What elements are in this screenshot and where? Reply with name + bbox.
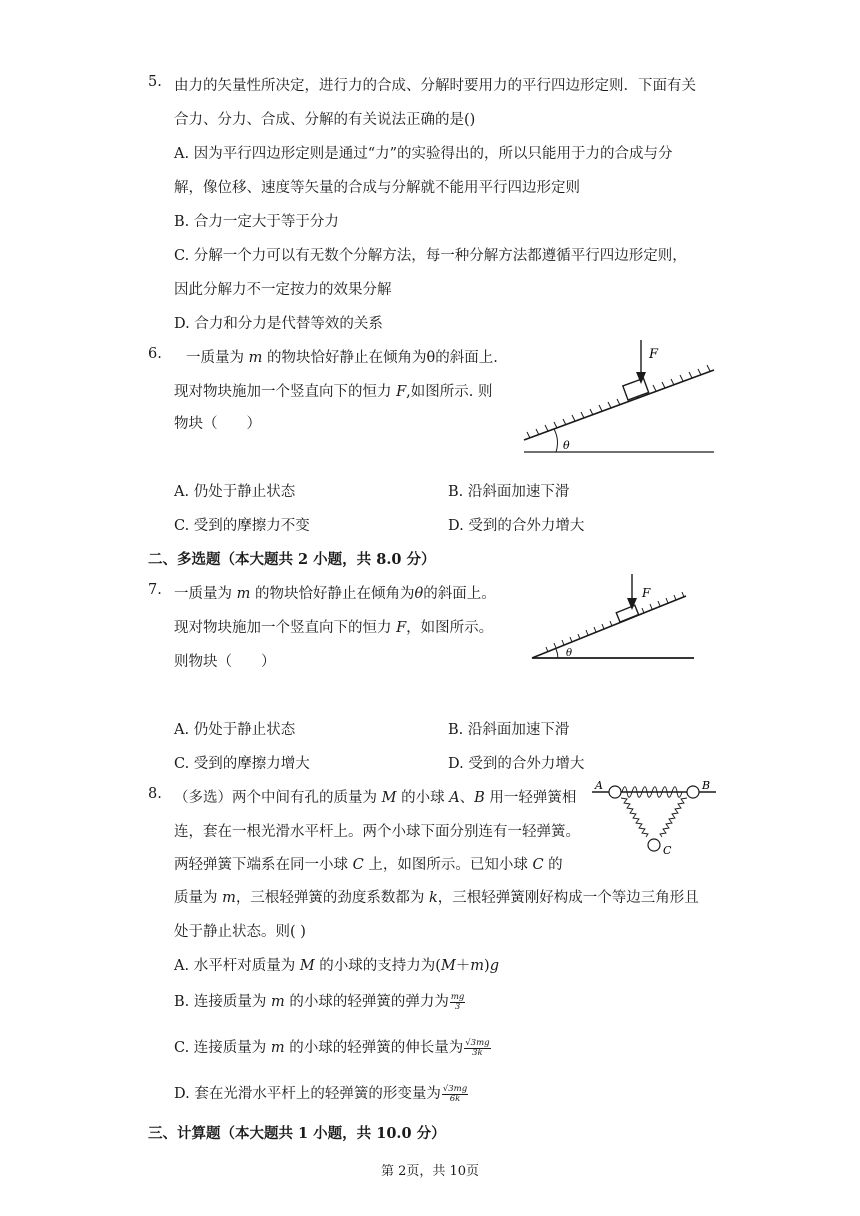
q6-option-b: B. 沿斜面加速下滑 [448,484,570,500]
q8-stem-line5: 处于静止状态。则( ) [174,924,306,940]
q8-stem-line3: 两轻弹簧下端系在同一小球 C 上，如图所示。已知小球 C 的 [174,857,563,873]
q6-label-f: F [649,347,659,362]
q7-option-d: D. 受到的合外力增大 [448,756,585,772]
q8-label-b: B [702,779,711,792]
q8-left-spring [621,798,648,837]
q6-angle-arc [554,429,557,452]
q8-option-d-fraction: $\frac{√3mg}{6k}$ [442,1083,468,1104]
q8-stem-line2: 连，套在一根光滑水平杆上。两个小球下面分别连有一轻弹簧。 [174,824,580,840]
q6-stem-line3: 物块（ ） [174,416,261,432]
q6-stem-line2: 现对物块施加一个竖直向下的恒力 F,如图所示. 则 [174,384,493,400]
q5-number: 5. [148,74,162,90]
q7-label-f: F [642,586,651,600]
q5-option-d: D. 合力和分力是代替等效的关系 [174,316,383,332]
q5-stem-line2: 合力、分力、合成、分解的有关说法正确的是() [174,112,476,128]
q8-option-b-fraction: $\frac{mg}{3}$ [450,991,465,1012]
q7-incline-figure [528,570,700,664]
q6-number: 6. [148,346,162,362]
q8-label-c: C [663,844,672,856]
q6-option-a: A. 仍处于静止状态 [174,484,296,500]
q8-option-c-fraction: $\frac{√3mg}{3k}$ [465,1037,490,1058]
q5-option-a-line2: 解，像位移、速度等矢量的合成与分解就不能用平行四边形定则 [174,180,580,196]
q7-stem-line1: 一质量为 m 的物块恰好静止在倾角为θ的斜面上。 [174,586,496,602]
q5-option-b: B. 合力一定大于等于分力 [174,214,339,230]
q7-option-b: B. 沿斜面加速下滑 [448,722,570,738]
q8-stem-line4: 质量为 m，三根轻弹簧的劲度系数都为 k，三根轻弹簧刚好构成一个等边三角形且 [174,890,699,906]
section-3-heading: 三、计算题（本大题共 1 小题，共 10.0 分） [148,1125,446,1142]
q8-option-d: D. 套在光滑水平杆上的轻弹簧的形变量为 $\frac{√3mg}{6k}$ [174,1083,468,1104]
q5-option-c-line1: C. 分解一个力可以有无数个分解方法，每一种分解方法都遵循平行四边形定则， [174,248,687,264]
q6-block [623,378,649,400]
q6-option-c: C. 受到的摩擦力不变 [174,518,310,534]
q5-stem-line1: 由力的矢量性所决定，进行力的合成、分解时要用力的平行四边形定则．下面有关 [174,78,696,94]
q8-stem-line1: （多选）两个中间有孔的质量为 M 的小球 A、B 用一轻弹簧相 [174,790,577,806]
q7-label-theta: θ [566,648,573,659]
q7-option-c: C. 受到的摩擦力增大 [174,756,310,772]
q5-option-c-line2: 因此分解力不一定按力的效果分解 [174,282,392,298]
q6-option-d: D. 受到的合外力增大 [448,518,585,534]
q8-ball-a [609,786,621,798]
q8-spring-figure [590,776,720,856]
q7-incline-hatching [546,592,684,652]
section-2-heading: 二、多选题（本大题共 2 小题，共 8.0 分） [148,551,436,568]
q6-stem-line1: 一质量为 m 的物块恰好静止在倾角为θ的斜面上. [186,350,498,366]
q7-stem-line2: 现对物块施加一个竖直向下的恒力 F，如图所示。 [174,620,494,636]
q8-option-c: C. 连接质量为 m 的小球的轻弹簧的伸长量为 $\frac{√3mg}{3k}$ [174,1037,490,1058]
q8-option-a: A. 水平杆对质量为 M 的小球的支持力为(M＋m)g [174,958,500,974]
q6-incline-surface [524,370,714,440]
q8-number: 8. [148,786,162,802]
q7-angle-arc [556,649,558,658]
q7-option-a: A. 仍处于静止状态 [174,722,296,738]
q7-number: 7. [148,582,162,598]
q5-option-a-line1: A. 因为平行四边形定则是通过“力”的实验得出的，所以只能用于力的合成与分 [174,146,673,162]
q6-incline-hatching [527,365,710,438]
q6-incline-figure [520,336,720,458]
q8-ball-c [648,839,660,851]
q8-ball-b [687,786,699,798]
q8-label-a: A [595,779,603,792]
page-footer: 第 2页，共 10页 [380,1164,480,1179]
q8-right-spring [660,798,687,837]
q8-option-b: B. 连接质量为 m 的小球的轻弹簧的弹力为 $\frac{mg}{3}$ [174,991,465,1012]
q6-label-theta: θ [563,439,570,452]
q7-stem-line3: 则物块（ ） [174,654,276,670]
q7-block [616,605,638,622]
q7-incline-surface [532,596,686,658]
